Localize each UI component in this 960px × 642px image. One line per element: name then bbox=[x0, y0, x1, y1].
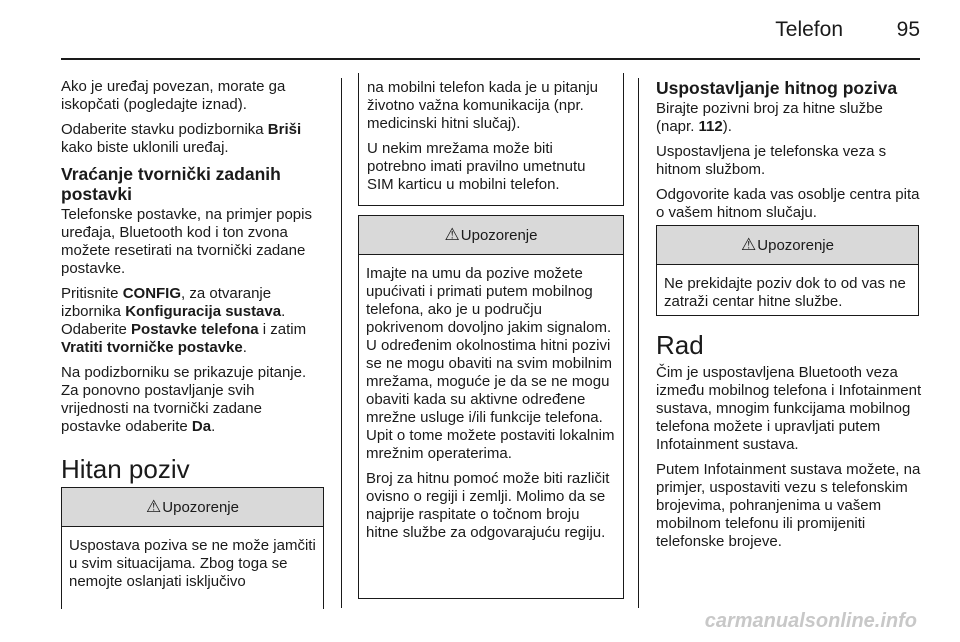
paragraph: Na podizborniku se prikazuje pitanje. Za ponovno postavljanje svih vrijednosti na tvornički zadane postavke odaberite Da. bbox=[61, 364, 307, 435]
chapter-heading: Rad bbox=[656, 330, 704, 360]
column-divider bbox=[638, 78, 639, 608]
section-heading: Uspostavljanje hitnog poziva bbox=[656, 78, 898, 98]
warning-header bbox=[359, 216, 623, 255]
warning-box bbox=[358, 215, 624, 599]
warning-body: Ne prekidajte poziv dok to od vas ne zatraži centar hitne službe. bbox=[664, 275, 906, 310]
column-right-lower bbox=[656, 330, 924, 558]
chapter-heading: Hitan poziv bbox=[61, 454, 190, 484]
page-header-title: Telefon bbox=[775, 18, 843, 41]
warning-triangle-icon: ⚠ bbox=[741, 235, 757, 254]
warning-box bbox=[656, 225, 919, 316]
warning-box-continued bbox=[358, 73, 624, 206]
column-left bbox=[61, 78, 326, 498]
paragraph: Birajte pozivni broj za hitne službe (napr. 112). bbox=[656, 100, 883, 135]
paragraph: Ako je uređaj povezan, morate ga iskopčati (pogledajte iznad). bbox=[61, 78, 286, 113]
warning-body: Uspostava poziva se ne može jamčiti u svim situacijama. Zbog toga se nemojte oslanjati isključivo bbox=[69, 537, 316, 590]
column-divider bbox=[341, 78, 342, 608]
paragraph: Odgovorite kada vas osoblje centra pita o vašem hitnom slučaju. bbox=[656, 186, 920, 221]
warning-triangle-icon: ⚠ bbox=[444, 225, 460, 244]
paragraph: Pritisnite CONFIG, za otvaranje izbornika Konfiguracija sustava. Odaberite Postavke telefona i zatim Vratiti tvorničke postavke. bbox=[61, 285, 307, 356]
warning-body: na mobilni telefon kada je u pitanju životno važna komunikacija (npr. medicinski hitni slučaj). U nekim mrežama može biti potrebno imati pravilno umetnutu SIM karticu u mobilni telefon. bbox=[367, 79, 598, 193]
warning-header bbox=[62, 488, 323, 527]
paragraph: Odaberite stavku podizbornika Briši kako biste uklonili uređaj. bbox=[61, 121, 302, 156]
warning-triangle-icon: ⚠ bbox=[146, 497, 162, 516]
warning-box bbox=[61, 487, 324, 609]
warning-body: Imajte na umu da pozive možete upućivati i primati putem mobilnog telefona, ako je u području pokrivenom dovoljno jakim signalom. U određenim okolnostima hitni pozivi se ne mogu obaviti na svim mobilnim mrežama, moguće je da se ne mogu obaviti kada su aktivne određene mrežne usluge i/ili funkcije telefona. Upit o tome možete postaviti lokalnim mrežnim operaterima. Broj za hitnu pomoć može biti različit ovisno o regiji i zemlji. Molimo da se najprije raspitate o točnom broju hitne službe za odgovarajuću regiju. bbox=[366, 265, 615, 541]
warning-title: Upozorenje bbox=[757, 236, 834, 254]
warning-title: Upozorenje bbox=[460, 226, 538, 244]
warning-title: Upozorenje bbox=[162, 498, 239, 516]
column-right bbox=[656, 78, 924, 229]
paragraph: Uspostavljena je telefonska veza s hitnom službom. bbox=[656, 143, 887, 178]
header-divider bbox=[61, 58, 920, 60]
page-number: 95 bbox=[896, 18, 920, 41]
warning-header bbox=[657, 226, 918, 265]
paragraph: Telefonske postavke, na primjer popis uređaja, Bluetooth kod i ton zvona možete resetirati na tvornički zadane postavke. bbox=[61, 206, 312, 277]
section-heading: Vraćanje tvornički zadanih postavki bbox=[61, 164, 281, 204]
paragraph: Čim je uspostavljena Bluetooth veza između mobilnog telefona i Infotainment sustava, mnogim funkcijama mobilnog telefona možete i upravljati putem Infotainment sustava. bbox=[656, 364, 922, 453]
watermark: carmanualsonline.info bbox=[704, 610, 917, 632]
paragraph: Putem Infotainment sustava možete, na primjer, uspostaviti vezu s telefonskim brojevima, pohranjenima u vašem mobilnom telefonu ili promijeniti telefonske brojeve. bbox=[656, 461, 921, 550]
